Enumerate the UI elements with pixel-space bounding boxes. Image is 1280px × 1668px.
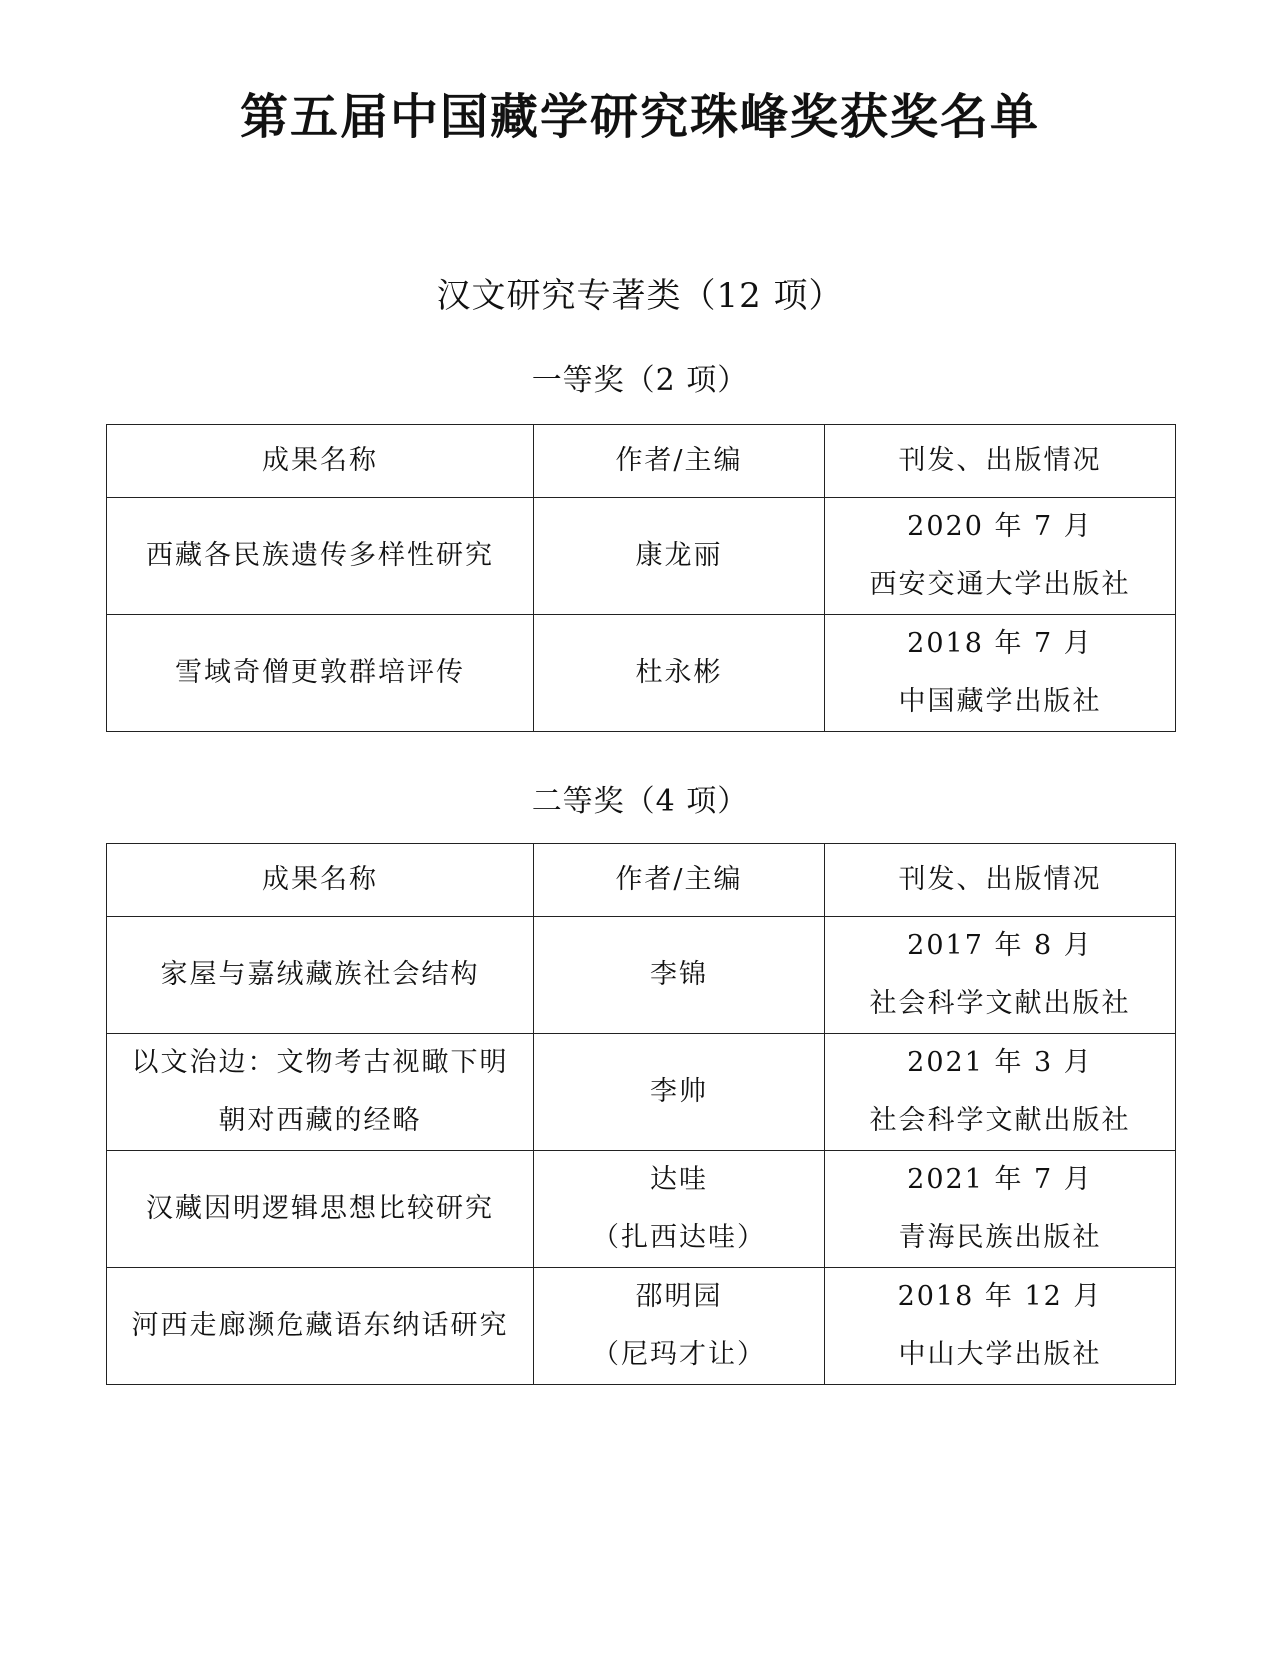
- publication-date: 2021 年 7 月: [907, 1164, 1093, 1195]
- work-name: 汉藏因明逻辑思想比较研究: [146, 1193, 494, 1224]
- author-cell: [534, 498, 825, 615]
- publication-date: 2017 年 8 月: [907, 930, 1093, 961]
- work-name: 西藏各民族遗传多样性研究: [146, 540, 494, 571]
- table-row: [107, 1151, 1176, 1268]
- table-row: [107, 615, 1176, 732]
- work-name-cell: [107, 917, 534, 1034]
- author-cell: [534, 1034, 825, 1151]
- author-name: 康龙丽: [635, 540, 723, 571]
- publisher: 西安交通大学出版社: [869, 569, 1131, 600]
- work-name: 家屋与嘉绒藏族社会结构: [160, 959, 480, 990]
- publisher: 社会科学文献出版社: [869, 988, 1131, 1019]
- work-name-cell: [107, 498, 534, 615]
- column-header-name: 成果名称: [107, 844, 534, 917]
- publication-date: 2018 年 12 月: [897, 1281, 1103, 1312]
- author-cell: [534, 917, 825, 1034]
- author-alias: （尼玛才让）: [592, 1339, 766, 1370]
- publication-cell: [825, 1268, 1176, 1385]
- author-cell: [534, 1151, 825, 1268]
- publisher: 中山大学出版社: [898, 1339, 1102, 1370]
- column-header-publication: 刊发、出版情况: [825, 425, 1176, 498]
- author-name: 邵明园: [635, 1281, 723, 1312]
- publication-date: 2020 年 7 月: [907, 511, 1093, 542]
- table-row: [107, 1034, 1176, 1151]
- author-cell: [534, 615, 825, 732]
- award-table-first-prize: [106, 424, 1176, 732]
- column-header-author: 作者/主编: [534, 844, 825, 917]
- author-name: 李锦: [650, 959, 708, 990]
- work-name-cell: [107, 1034, 534, 1151]
- publication-cell: [825, 1151, 1176, 1268]
- author-name: 李帅: [650, 1076, 708, 1107]
- work-name-cell: [107, 1151, 534, 1268]
- publisher: 中国藏学出版社: [898, 686, 1102, 717]
- table-row: [107, 498, 1176, 615]
- publication-cell: [825, 498, 1176, 615]
- work-name-cell: [107, 615, 534, 732]
- table-row: [107, 917, 1176, 1034]
- work-name-cell: [107, 1268, 534, 1385]
- work-name-line-1: 以文治边：文物考古视瞰下明: [131, 1047, 509, 1078]
- column-header-author: 作者/主编: [534, 425, 825, 498]
- work-name: 河西走廊濒危藏语东纳话研究: [131, 1310, 509, 1341]
- award-table-second-prize: [106, 843, 1176, 1385]
- publication-cell: [825, 615, 1176, 732]
- publication-cell: [825, 1034, 1176, 1151]
- table-header-row: [107, 844, 1176, 917]
- publication-date: 2021 年 3 月: [907, 1047, 1093, 1078]
- author-name: 达哇: [650, 1164, 708, 1195]
- column-header-name: 成果名称: [107, 425, 534, 498]
- category-title: 汉文研究专著类（12 项）: [436, 276, 844, 316]
- work-name-line-2: 朝对西藏的经略: [218, 1105, 422, 1136]
- document-title: 第五届中国藏学研究珠峰奖获奖名单: [239, 89, 1040, 145]
- author-cell: [534, 1268, 825, 1385]
- grade-heading-second: 二等奖（4 项）: [531, 784, 749, 819]
- grade-heading-first: 一等奖（2 项）: [531, 363, 749, 398]
- publication-cell: [825, 917, 1176, 1034]
- work-name: 雪域奇僧更敦群培评传: [175, 657, 465, 688]
- author-alias: （扎西达哇）: [592, 1222, 766, 1253]
- publisher: 青海民族出版社: [898, 1222, 1102, 1253]
- author-name: 杜永彬: [635, 657, 723, 688]
- table-row: [107, 1268, 1176, 1385]
- publication-date: 2018 年 7 月: [907, 628, 1093, 659]
- table-header-row: [107, 425, 1176, 498]
- publisher: 社会科学文献出版社: [869, 1105, 1131, 1136]
- column-header-publication: 刊发、出版情况: [825, 844, 1176, 917]
